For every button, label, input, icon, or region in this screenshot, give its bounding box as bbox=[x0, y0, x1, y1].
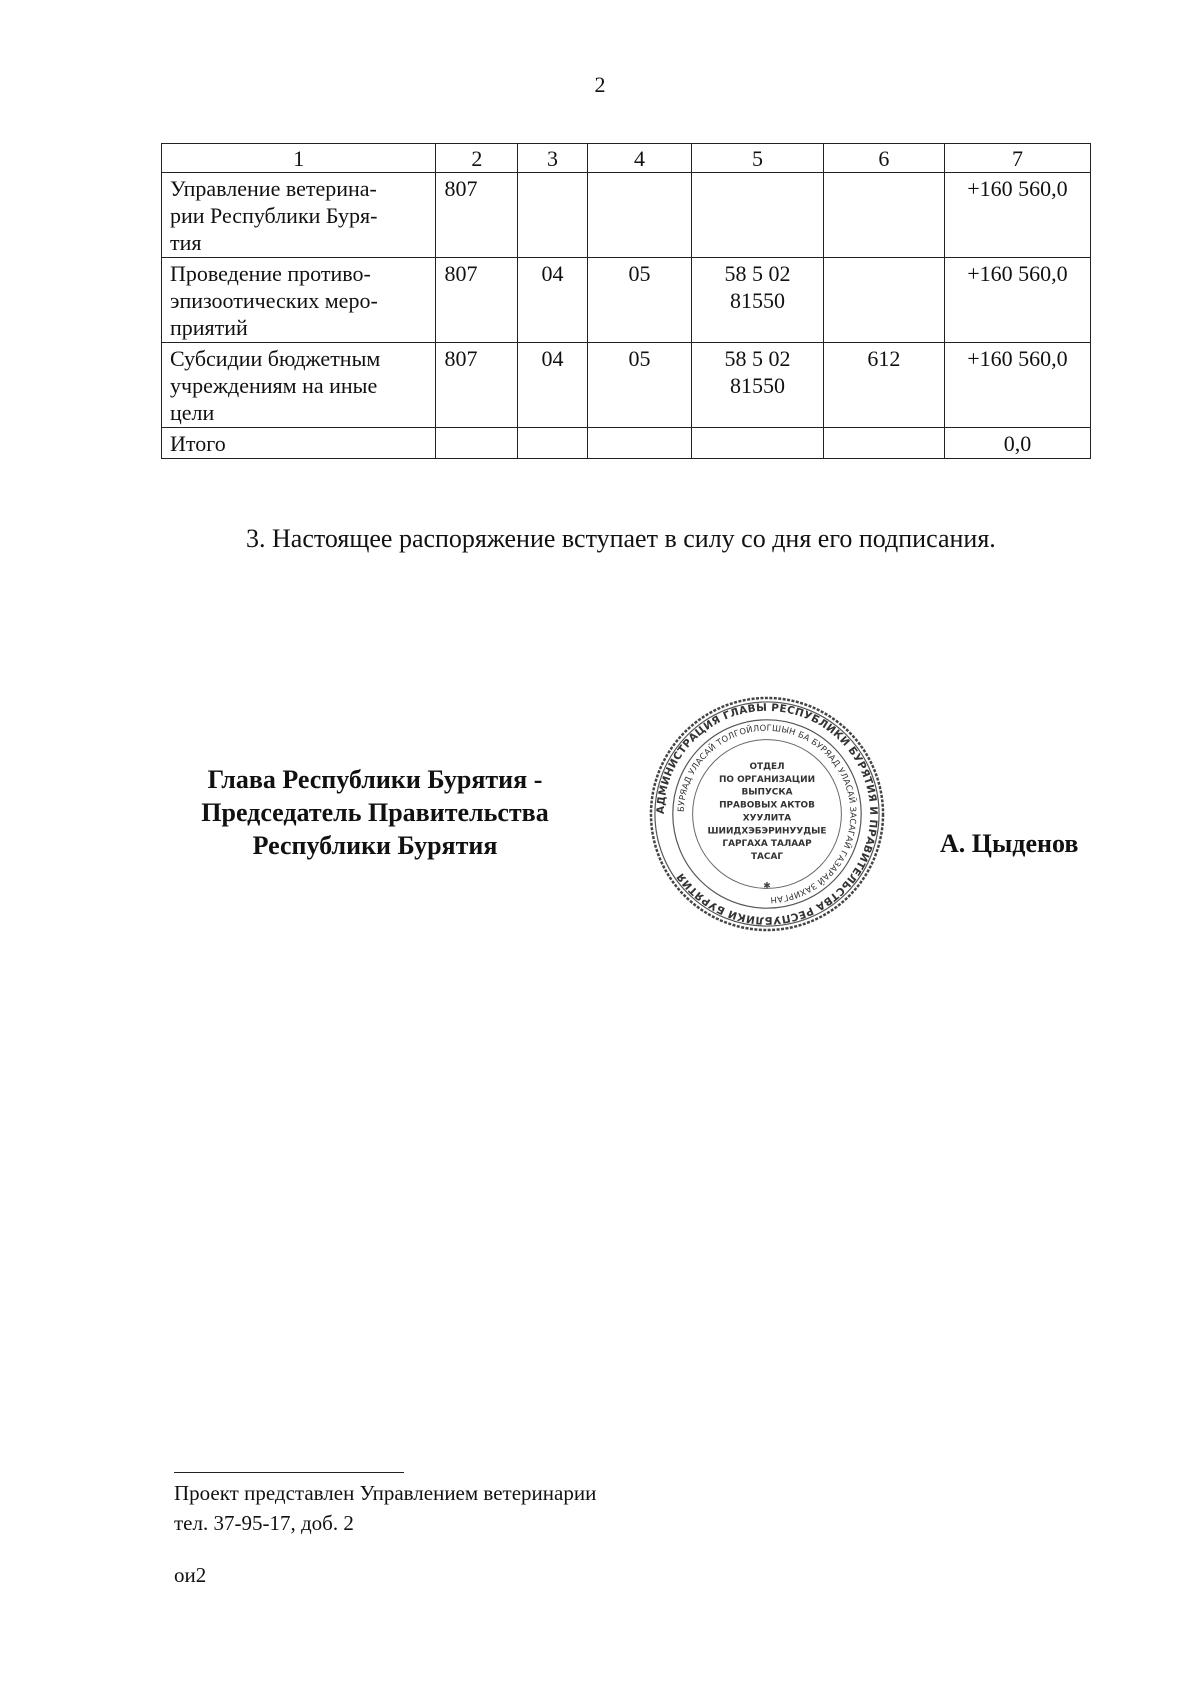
table-cell bbox=[518, 428, 587, 459]
row-name-cell bbox=[162, 173, 436, 258]
page-number: 2 bbox=[594, 72, 606, 97]
document-code: ои2 bbox=[174, 1563, 207, 1587]
cell-line: цели bbox=[170, 400, 215, 425]
row-name-cell bbox=[162, 343, 436, 428]
header-cell: 7 bbox=[944, 144, 1090, 173]
stamp-center-line: ПО ОРГАНИЗАЦИИ bbox=[718, 774, 816, 785]
table-cell: 04 bbox=[518, 258, 587, 343]
cell-line: Управление ветерина- bbox=[170, 176, 377, 201]
stamp-center-line: ПРАВОВЫХ АКТОВ bbox=[719, 800, 815, 811]
signatory-title-line: Республики Бурятия bbox=[252, 831, 498, 860]
table-cell bbox=[436, 428, 518, 459]
table-cell: 612 bbox=[823, 343, 944, 428]
table-cell bbox=[518, 173, 587, 258]
footnote-line-1: Проект представлен Управлением ветеринарии bbox=[174, 1481, 597, 1505]
table-cell bbox=[823, 173, 944, 258]
table-cell: +160 560,0 bbox=[944, 343, 1090, 428]
table-cell: 807 bbox=[436, 343, 518, 428]
row-name-cell bbox=[162, 258, 436, 343]
footnote-divider bbox=[174, 1472, 404, 1473]
cell-line: Субсидии бюджетным bbox=[170, 346, 381, 371]
table-cell: 05 bbox=[587, 343, 692, 428]
table-cell bbox=[692, 173, 824, 258]
signer-name: А. Цыденов bbox=[940, 829, 1079, 858]
header-cell: 6 bbox=[823, 144, 944, 173]
stamp-outer-text: АДМИНИСТРАЦИЯ ГЛАВЫ РЕСПУБЛИКИ БУРЯТИЯ И ПРАВИТЕЛЬСТВА РЕСПУБЛИКИ БУРЯТИЯ bbox=[654, 701, 880, 927]
cell-line: учреждениям на иные bbox=[170, 373, 378, 398]
stamp-star-icon: ✱ bbox=[763, 881, 771, 892]
cell-line: тия bbox=[170, 230, 202, 255]
header-cell: 5 bbox=[692, 144, 824, 173]
footnote bbox=[174, 1478, 596, 1538]
table-cell: 04 bbox=[518, 343, 587, 428]
header-cell: 1 bbox=[162, 144, 436, 173]
cell-line: эпизоотических меро- bbox=[170, 288, 378, 313]
stamp-center-line: ОТДЕЛ bbox=[749, 761, 785, 772]
table-header-row bbox=[162, 144, 1091, 173]
cell-line: 81550 bbox=[729, 373, 785, 398]
table-cell: 05 bbox=[587, 258, 692, 343]
stamp-inner-text: БУРЯАД УЛАСАЙ ТОЛГОЙЛОГШЫН БА БУРЯАД УЛАСАЙ ЗАСАГАЙ ГАЗАРАЙ ЗАХИРГАН bbox=[675, 722, 859, 906]
stamp-center-line: ТАСАГ bbox=[750, 852, 784, 863]
cell-line: приятий bbox=[170, 315, 248, 340]
official-stamp bbox=[648, 695, 886, 933]
table-cell: 807 bbox=[436, 258, 518, 343]
table-cell: +160 560,0 bbox=[944, 173, 1090, 258]
cell-line: 58 5 02 bbox=[724, 261, 791, 286]
footnote-line-2: тел. 37-95-17, доб. 2 bbox=[174, 1511, 354, 1535]
table-cell bbox=[692, 258, 824, 343]
table-cell bbox=[823, 258, 944, 343]
table-row bbox=[162, 173, 1091, 258]
table-cell bbox=[692, 428, 824, 459]
signatory-title-line: Председатель Правительства bbox=[201, 798, 549, 827]
table-cell: 807 bbox=[436, 173, 518, 258]
stamp-center-line: ШИИДХЭБЭРИНУУДЫЕ bbox=[707, 826, 827, 837]
table-cell: +160 560,0 bbox=[944, 258, 1090, 343]
budget-table bbox=[161, 143, 1091, 459]
cell-line: рии Республики Буря- bbox=[170, 203, 378, 228]
signatory-title-line: Глава Республики Бурятия - bbox=[207, 765, 543, 794]
row-name-cell: Итого bbox=[162, 428, 436, 459]
header-cell: 3 bbox=[518, 144, 587, 173]
table-cell bbox=[823, 428, 944, 459]
cell-line: Проведение противо- bbox=[170, 261, 371, 286]
stamp-center-line: ХУУЛИТА bbox=[742, 813, 792, 824]
signatory-title bbox=[160, 763, 590, 862]
table-cell bbox=[587, 428, 692, 459]
header-cell: 2 bbox=[436, 144, 518, 173]
stamp-center-line: ВЫПУСКА bbox=[741, 787, 793, 798]
table-row bbox=[162, 343, 1091, 428]
stamp-center-line: ГАРГАХА ТАЛААР bbox=[722, 839, 812, 850]
table-row bbox=[162, 258, 1091, 343]
cell-line: 58 5 02 bbox=[724, 346, 791, 371]
table-cell: 0,0 bbox=[944, 428, 1090, 459]
table-total-row bbox=[162, 428, 1091, 459]
cell-line: 81550 bbox=[729, 288, 785, 313]
table-cell bbox=[692, 343, 824, 428]
table-cell bbox=[587, 173, 692, 258]
paragraph-3: 3. Настоящее распоряжение вступает в силу со дня его подписания. bbox=[246, 524, 996, 553]
header-cell: 4 bbox=[587, 144, 692, 173]
